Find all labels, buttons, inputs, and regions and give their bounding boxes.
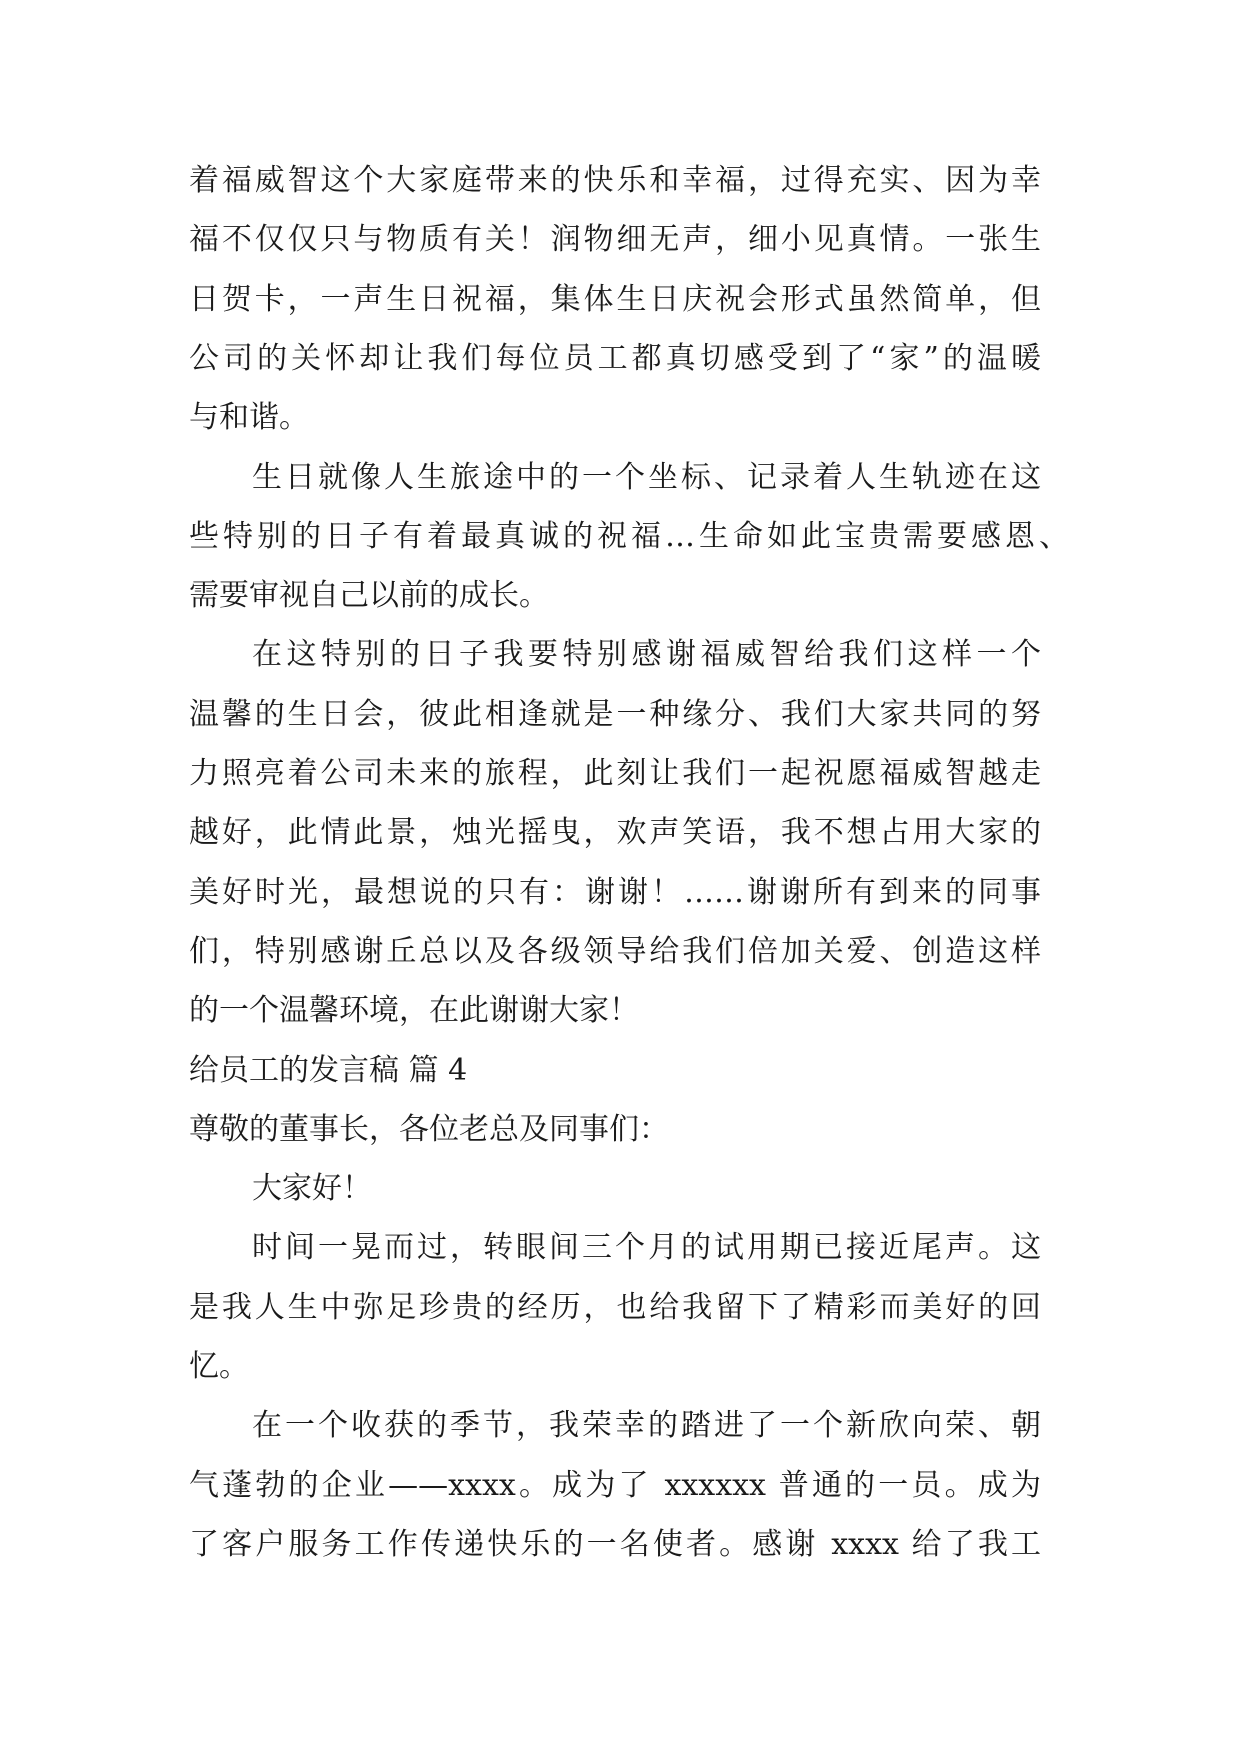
text-line-9: 在这特别的日子我要特别感谢福威智给我们这样一个 (252, 637, 1041, 673)
text-line-13: 美好时光，最想说的只有：谢谢！……谢谢所有到来的同事 (189, 874, 1041, 910)
text-line-12: 越好，此情此景，烛光摇曳，欢声笑语，我不想占用大家的 (189, 815, 1041, 851)
text-line-14: 们，特别感谢丘总以及各级领导给我们倍加关爱、创造这样 (189, 933, 1041, 969)
text-line-3: 日贺卡，一声生日祝福，集体生日庆祝会形式虽然简单，但 (189, 281, 1041, 317)
text-line-24: 了客户服务工作传递快乐的一名使者。感谢 xxxx 给了我工 (189, 1526, 1041, 1562)
text-line-21: 忆。 (189, 1349, 249, 1384)
text-line-22: 在一个收获的季节，我荣幸的踏进了一个新欣向荣、朝 (252, 1408, 1041, 1444)
text-line-15: 的一个温馨环境，在此谢谢大家！ (189, 993, 639, 1029)
salutation: 尊敬的董事长，各位老总及同事们： (189, 1111, 669, 1147)
text-line-2: 福不仅仅只与物质有关！润物细无声，细小见真情。一张生 (189, 222, 1041, 258)
section-heading: 给员工的发言稿 篇 4 (189, 1052, 468, 1088)
text-line-4: 公司的关怀却让我们每位员工都真切感受到了“家”的温暖 (189, 340, 1041, 376)
text-line-5: 与和谐。 (189, 400, 309, 436)
text-line-6: 生日就像人生旅途中的一个坐标、记录着人生轨迹在这 (252, 459, 1041, 495)
text-line-8: 需要审视自己以前的成长。 (189, 578, 549, 614)
text-line-11: 力照亮着公司未来的旅程，此刻让我们一起祝愿福威智越走 (189, 756, 1041, 791)
text-line-23: 气蓬勃的企业——xxxx。成为了 xxxxxx 普通的一员。成为 (189, 1467, 1041, 1503)
text-line-19: 时间一晃而过，转眼间三个月的试用期已接近尾声。这 (252, 1230, 1041, 1266)
text-line-20: 是我人生中弥足珍贵的经历，也给我留下了精彩而美好的回 (189, 1289, 1041, 1325)
text-line-10: 温馨的生日会，彼此相逢就是一种缘分、我们大家共同的努 (189, 696, 1041, 732)
text-line-7: 些特别的日子有着最真诚的祝福…生命如此宝贵需要感恩、 (189, 518, 1069, 554)
text-line-1: 着福威智这个大家庭带来的快乐和幸福，过得充实、因为幸 (189, 163, 1041, 198)
greeting: 大家好！ (252, 1171, 372, 1207)
